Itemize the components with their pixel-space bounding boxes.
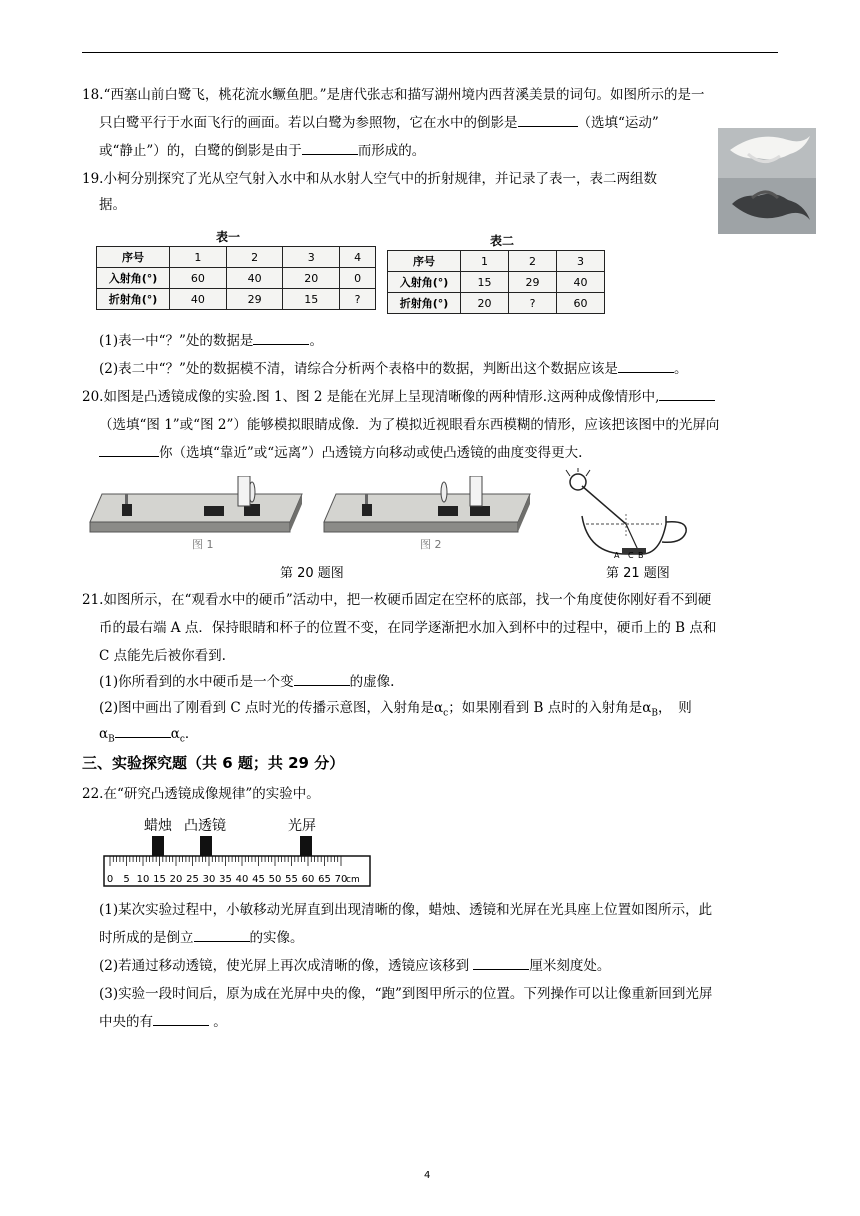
table2-cell: 20 — [461, 293, 509, 314]
table2-cell: 1 — [461, 251, 509, 272]
q20-blank-2[interactable] — [99, 444, 159, 457]
alpha-symbol: α — [99, 726, 109, 742]
q18-text: （选填“运动” — [577, 115, 659, 131]
q19-blank-1[interactable] — [253, 332, 309, 345]
table2-cell: 40 — [557, 272, 605, 293]
q21-sub3 — [99, 724, 198, 751]
caption-q21: 第 21 题图 — [606, 566, 670, 581]
screen-label: 光屏 — [288, 818, 316, 834]
table2-cell: 折射角(°) — [388, 293, 461, 314]
ruler-tick-label: 40 — [235, 874, 249, 885]
ruler-tick-label: 60 — [301, 874, 315, 885]
ruler-tick-label: 15 — [153, 874, 166, 885]
ruler-tick-label: 65 — [318, 874, 331, 885]
table2 — [387, 250, 605, 314]
table1-cell: ? — [340, 289, 376, 310]
q21-blank-2[interactable] — [115, 725, 171, 738]
ruler-tick-label: 10 — [136, 874, 150, 885]
table2-cell: 15 — [461, 272, 509, 293]
ruler-tick-label: 25 — [186, 874, 199, 885]
q22-line1: 22.在“研究凸透镜成像规律”的实验中。 — [82, 786, 320, 802]
ruler-tick-label: 35 — [219, 874, 232, 885]
candle-label: 蜡烛 — [144, 818, 172, 834]
q22-text: 时所成的是倒立 — [99, 930, 194, 946]
q19-text: 。 — [673, 361, 688, 377]
table2-cell: 序号 — [388, 251, 461, 272]
table2-cell: 60 — [557, 293, 605, 314]
table1-cell: 29 — [226, 289, 283, 310]
table1-cell: 折射角(°) — [97, 289, 170, 310]
q22-text: 的实像。 — [249, 930, 304, 946]
fig21-label-c: C — [628, 551, 634, 560]
q20-line1 — [82, 387, 715, 408]
q21-text: 的虚像. — [349, 674, 395, 690]
alpha-c-subscript: c — [179, 734, 185, 745]
q20-line2: （选填“图 1”或“图 2”）能够模拟眼睛成像．为了模拟近视眼看东西模糊的情形，应该把该图中的光屏向 — [99, 417, 720, 433]
table1-cell: 入射角(°) — [97, 268, 170, 289]
q22-sub3-line2 — [99, 1012, 227, 1033]
q18-line1: 18.“西塞山前白鹭飞，桃花流水鳜鱼肥。”是唐代张志和描写湖州境内西苕溪美景的词句。如图所示的是一 — [82, 87, 705, 103]
q20-text: 你（选填“靠近”或“远离”）凸透镜方向移动或使凸透镜的曲度变得更大. — [159, 445, 583, 461]
q22-blank-2[interactable] — [473, 957, 529, 970]
fig21-label-a: A — [614, 551, 620, 560]
fig21-label-b: B — [638, 551, 644, 560]
alpha-symbol: α — [170, 726, 180, 742]
q20-text: 20.如图是凸透镜成像的实验.图 1、图 2 是能在光屏上呈现清晰像的两种情形.这两种成像情形中, — [82, 389, 660, 405]
ruler-tick-label: 55 — [285, 874, 298, 885]
table2-title: 表二 — [490, 234, 515, 248]
q19-text: (2)表二中“？”处的数据模不清，请综合分析两个表格中的数据，判断出这个数据应该是 — [99, 361, 618, 377]
lens-holder — [200, 836, 212, 858]
q20-line3 — [99, 443, 582, 464]
q19-sub1 — [99, 331, 323, 352]
table2-cell: 3 — [557, 251, 605, 272]
table1-cell: 40 — [170, 289, 227, 310]
figure-2-optical-bench — [320, 476, 532, 556]
q19-blank-2[interactable] — [618, 360, 674, 373]
table1-cell: 3 — [283, 247, 340, 268]
table1 — [96, 246, 376, 310]
table2-cell: 入射角(°) — [388, 272, 461, 293]
optical-bench-ruler — [102, 816, 374, 890]
q22-sub1-line2 — [99, 928, 304, 949]
ruler-tick-label: 20 — [169, 874, 183, 885]
table2-cell: 29 — [509, 272, 557, 293]
q22-blank-3[interactable] — [153, 1013, 209, 1026]
ruler-tick-label: 5 — [123, 874, 130, 885]
table1-cell: 60 — [170, 268, 227, 289]
ruler-unit: cm — [346, 875, 360, 885]
header-rule — [82, 52, 778, 53]
q18-line2 — [99, 113, 659, 134]
q21-text: ． — [184, 726, 199, 742]
ruler-tick-label: 45 — [252, 874, 265, 885]
q18-text: 或“静止”）的，白鹭的倒影是由于 — [99, 143, 302, 159]
q21-text: ；如果刚看到 B 点时的入射角是α — [448, 700, 652, 716]
figure-21-coin-cup — [556, 468, 698, 560]
alpha-b-subscript: B — [651, 708, 658, 719]
q21-text: (1)你所看到的水中硬币是一个变 — [99, 674, 294, 690]
q18-text: 而形成的。 — [357, 143, 426, 159]
table1-cell: 20 — [283, 268, 340, 289]
ruler-tick-label: 70 — [334, 874, 348, 885]
table1-title: 表一 — [216, 230, 241, 244]
q22-text: (2)若通过移动透镜，使光屏上再次成清晰的像，透镜应该移到 — [99, 958, 474, 974]
q22-sub2 — [99, 956, 610, 977]
q21-line2: 币的最右端 A 点．保持眼睛和杯子的位置不变，在同学逐渐把水加入到杯中的过程中，硬币上的 B 点和 — [99, 620, 717, 636]
q21-blank-1[interactable] — [294, 673, 350, 686]
table1-cell: 4 — [340, 247, 376, 268]
ruler-tick-label: 50 — [268, 874, 282, 885]
table1-cell: 15 — [283, 289, 340, 310]
table2-cell: 2 — [509, 251, 557, 272]
figure-2-label: 图 2 — [420, 538, 442, 551]
q22-sub3-line1: (3)实验一段时间后，原为成在光屏中央的像，“跑”到图甲所示的位置。下列操作可以让像重新回到光屏 — [99, 986, 713, 1002]
table1-cell: 2 — [226, 247, 283, 268]
q22-text: 厘米刻度处。 — [529, 958, 611, 974]
q19-line1: 19.小柯分别探究了光从空气射入水中和从水射人空气中的折射规律，并记录了表一，表二两组数 — [82, 171, 657, 187]
ruler-tick-label: 30 — [202, 874, 216, 885]
q20-blank-1[interactable] — [659, 388, 715, 401]
q21-line3: C 点能先后被你看到. — [99, 648, 226, 664]
figure-1-optical-bench — [86, 476, 304, 556]
egret-photo — [718, 128, 816, 234]
q21-sub1 — [99, 672, 394, 693]
table2-cell: ? — [509, 293, 557, 314]
section-heading: 三、实验探究题（共 6 题；共 29 分） — [82, 754, 345, 772]
q19-text: (1)表一中“？”处的数据是 — [99, 333, 254, 349]
figure-1-label: 图 1 — [192, 538, 214, 551]
screen-holder — [300, 836, 312, 858]
table1-cell: 0 — [340, 268, 376, 289]
ruler-labels — [107, 874, 348, 885]
ruler-tick-label: 0 — [106, 874, 114, 885]
q21-sub2 — [99, 698, 692, 725]
q21-text: (2)图中画出了刚看到 C 点时光的传播示意图，入射角是α — [99, 700, 444, 716]
q22-blank-1[interactable] — [194, 929, 250, 942]
caption-q20: 第 20 题图 — [280, 566, 344, 581]
q22-sub1-line1: (1)某次实验过程中，小敏移动光屏直到出现清晰的像，蜡烛、透镜和光屏在光具座上位置如图所示，此 — [99, 902, 713, 918]
q19-sub2 — [99, 359, 687, 380]
lens-label: 凸透镜 — [184, 818, 226, 834]
table1-cell: 40 — [226, 268, 283, 289]
q22-text: 中央的有 — [99, 1014, 153, 1030]
q19-line2: 据。 — [99, 197, 126, 213]
q18-blank-2[interactable] — [302, 142, 358, 155]
alpha-c-subscript: c — [443, 708, 449, 719]
table1-cell: 1 — [170, 247, 227, 268]
q18-blank-1[interactable] — [518, 114, 578, 127]
q21-line1: 21.如图所示，在“观看水中的硬币”活动中，把一枚硬币固定在空杯的底部，找一个角度使你刚好看不到硬 — [82, 592, 712, 608]
q22-text: 。 — [209, 1014, 227, 1030]
q18-line3 — [99, 141, 425, 162]
table1-cell: 序号 — [97, 247, 170, 268]
q19-text: 。 — [309, 333, 323, 349]
page-number: 4 — [424, 1170, 431, 1181]
q18-text: 只白鹭平行于水面飞行的画面。若以白鹭为参照物，它在水中的倒影是 — [99, 115, 518, 131]
q21-text: ， 则 — [657, 700, 692, 716]
candle-holder — [152, 836, 164, 858]
alpha-b-subscript: B — [108, 734, 115, 745]
